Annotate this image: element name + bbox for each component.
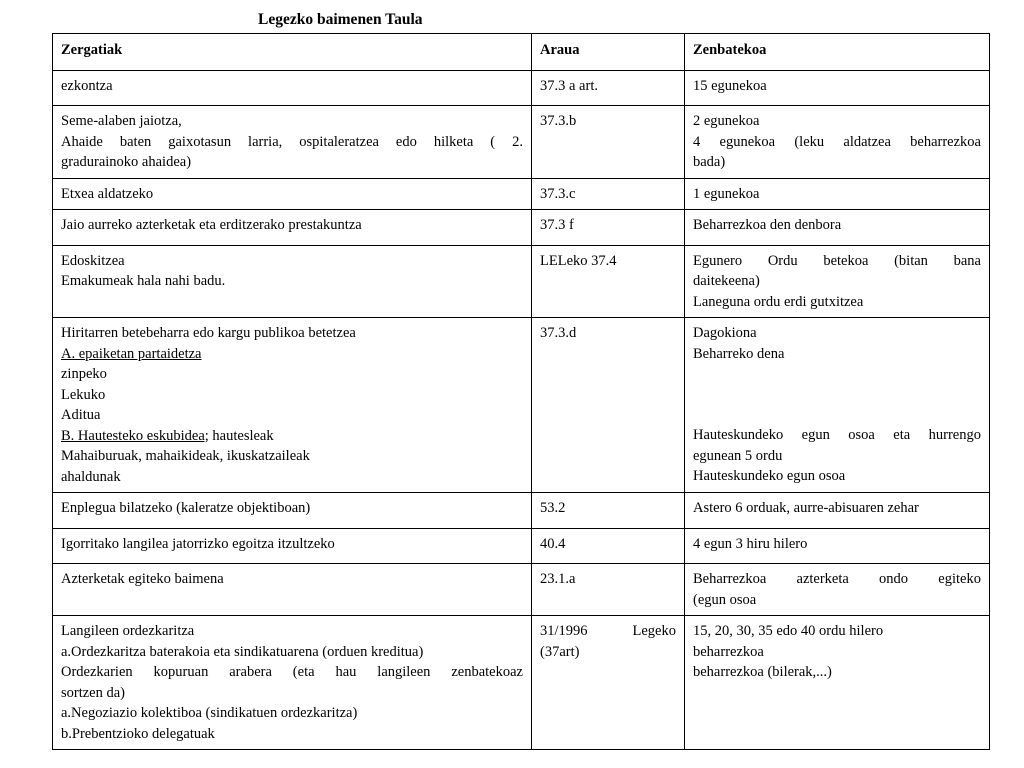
table-row	[53, 245, 990, 318]
amount-line: beharrezkoa (bilerak,...)	[693, 664, 832, 680]
amount-line: Astero 6 orduak, aurre-abisuaren zehar	[693, 500, 919, 516]
trial-participation-heading: A. epaiketan partaidetza	[61, 345, 202, 362]
reason-line: Enplegua bilatzeko (kaleratze objektiboan)	[61, 500, 311, 516]
rule-line: (37art)	[540, 643, 580, 660]
reason-line: zinpeko	[61, 366, 107, 382]
amount-cell	[685, 616, 990, 750]
amount-line: 15, 20, 30, 35 edo 40 ordu hilero	[693, 623, 884, 639]
amount-line: 4 egun 3 hiru hilero	[693, 535, 808, 552]
reason-line: Seme-alaben jaiotza,	[61, 113, 182, 129]
rule-cell	[532, 245, 685, 318]
reason-cell	[53, 616, 532, 750]
amount-line: egunean 5 ordu	[693, 447, 783, 464]
reason-cell	[53, 178, 532, 210]
table-row	[53, 528, 990, 564]
reason-line: Lekuko	[61, 386, 106, 403]
reason-line	[61, 426, 523, 447]
rule-cell	[532, 318, 685, 493]
reason-cell	[53, 245, 532, 318]
voting-right-heading: B. Hautesteko eskubidea;	[61, 427, 209, 444]
reason-cell	[53, 210, 532, 246]
amount-line: beharrezkoa	[693, 643, 764, 660]
reason-line: sortzen da)	[61, 684, 126, 701]
amount-line: Beharrezkoa den denbora	[693, 217, 842, 233]
table-row	[53, 493, 990, 529]
reason-line: Mahaiburuak, mahaikideak, ikuskatzaileak	[61, 448, 310, 464]
amount-line: Laneguna ordu erdi gutxitzea	[693, 293, 864, 310]
amount-line: 1 egunekoa	[693, 185, 760, 202]
amount-cell	[685, 564, 990, 616]
amount-cell	[685, 528, 990, 564]
rule-line: 37.3.b	[540, 113, 577, 129]
table-row	[53, 70, 990, 106]
amount-line: (egun osoa	[693, 591, 757, 608]
column-header-rule: Araua	[532, 34, 685, 71]
reason-cell	[53, 318, 532, 493]
reason-line: a.Ordezkaritza baterakoia eta sindikatuarena (orduen kreditua)	[61, 643, 424, 660]
reason-line: ahaldunak	[61, 468, 121, 485]
column-header-amount: Zenbatekoa	[685, 34, 990, 71]
amount-line: Egunero Ordu betekoa (bitan bana	[693, 252, 981, 269]
reason-line: Hiritarren betebeharra edo kargu publikoa betetzea	[61, 325, 356, 341]
amount-cell	[685, 70, 990, 106]
rule-line: 37.3.d	[540, 325, 577, 341]
amount-cell	[685, 493, 990, 529]
rule-line: 37.3.c	[540, 185, 576, 202]
document-title: Legezko baimenen Taula	[258, 11, 423, 28]
amount-cell	[685, 245, 990, 318]
table-row	[53, 178, 990, 210]
permissions-table	[52, 33, 990, 750]
reason-line: gradurainoko ahaidea)	[61, 154, 192, 170]
rule-cell	[532, 564, 685, 616]
reason-line: Ahaide baten gaixotasun larria, ospitaleratzea edo hilketa ( 2.	[61, 133, 523, 150]
amount-line: 4 egunekoa (leku aldatzea beharrezkoa	[693, 133, 981, 150]
reason-line: Emakumeak hala nahi badu.	[61, 273, 226, 289]
amount-line: bada)	[693, 154, 726, 170]
rule-cell	[532, 106, 685, 179]
reason-cell	[53, 528, 532, 564]
rule-cell	[532, 210, 685, 246]
rule-line: 23.1.a	[540, 571, 576, 587]
amount-line: 15 egunekoa	[693, 77, 767, 94]
reason-line: Edoskitzea	[61, 252, 125, 269]
reason-line: Jaio aurreko azterketak eta erditzerako prestakuntza	[61, 217, 362, 233]
rule-cell	[532, 178, 685, 210]
reason-line: Langileen ordezkaritza	[61, 623, 195, 639]
spacer	[693, 364, 981, 425]
amount-line: Beharrezkoa azterketa ondo egiteko	[693, 571, 981, 587]
reason-cell	[53, 106, 532, 179]
amount-cell	[685, 178, 990, 210]
rule-cell	[532, 616, 685, 750]
amount-line: daitekeena)	[693, 273, 760, 289]
reason-line: ezkontza	[61, 77, 113, 94]
rule-cell	[532, 493, 685, 529]
rule-line: LELeko 37.4	[540, 252, 617, 269]
amount-line: Hauteskundeko egun osoa	[693, 468, 846, 484]
table-row	[53, 564, 990, 616]
rule-line: 31/1996 Legeko	[540, 623, 676, 639]
rule-line: 40.4	[540, 535, 566, 552]
reason-line: Azterketak egiteko baimena	[61, 571, 224, 587]
reason-cell	[53, 70, 532, 106]
amount-line: Dagokiona	[693, 325, 757, 341]
table-header-row	[53, 34, 990, 71]
amount-cell	[685, 318, 990, 493]
rule-cell	[532, 70, 685, 106]
rule-cell	[532, 528, 685, 564]
reason-line: Etxea aldatzeko	[61, 185, 154, 202]
reason-line: Aditua	[61, 407, 101, 423]
reason-line: Ordezkarien kopuruan arabera (eta hau langileen zenbatekoaz	[61, 664, 523, 680]
table-row	[53, 318, 990, 493]
reason-cell	[53, 564, 532, 616]
rule-line: 37.3 f	[540, 217, 574, 233]
reason-cell	[53, 493, 532, 529]
amount-line: 2 egunekoa	[693, 113, 760, 129]
rule-line: 53.2	[540, 500, 566, 516]
voters-label: hautesleak	[208, 427, 274, 444]
table-row	[53, 616, 990, 750]
amount-cell	[685, 210, 990, 246]
table-row	[53, 106, 990, 179]
table-row	[53, 210, 990, 246]
rule-line: 37.3 a art.	[540, 77, 598, 94]
column-header-reasons: Zergatiak	[53, 34, 532, 71]
reason-line	[61, 344, 523, 365]
amount-cell	[685, 106, 990, 179]
amount-line: Beharreko dena	[693, 345, 785, 362]
reason-line: a.Negoziazio kolektiboa (sindikatuen ordezkaritza)	[61, 705, 358, 721]
reason-line: Igorritako langilea jatorrizko egoitza itzultzeko	[61, 535, 335, 552]
amount-line: Hauteskundeko egun osoa eta hurrengo	[693, 427, 981, 443]
reason-line: b.Prebentzioko delegatuak	[61, 725, 215, 742]
